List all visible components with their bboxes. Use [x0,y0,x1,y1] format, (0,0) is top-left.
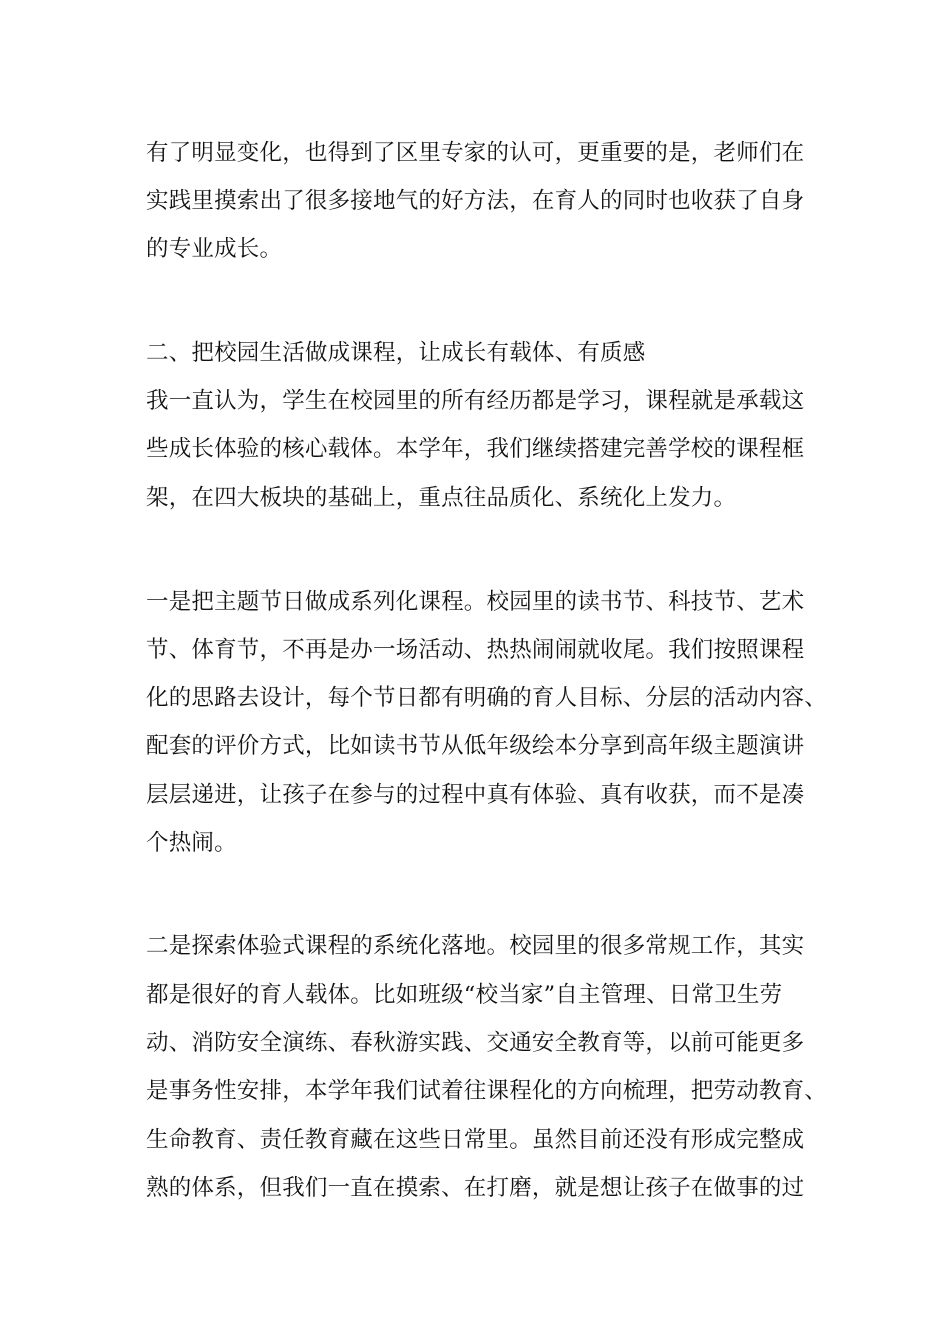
text-line: 的专业成长。 [146,236,283,262]
text-line: 我一直认为，学生在校园里的所有经历都是学习，课程就是承载这 [146,388,805,414]
text-line: 化的思路去设计，每个节日都有明确的育人目标、分层的活动内容、 [146,685,828,711]
text-line: 个热闹。 [146,830,237,856]
text-line: 配套的评价方式，比如读书节从低年级绘本分享到高年级主题演讲 [146,733,805,759]
text-line: 二是探索体验式课程的系统化落地。校园里的很多常规工作，其实 [146,933,805,959]
section-heading: 二、把校园生活做成课程，让成长有载体、有质感 [146,340,646,366]
text-line: 层层递进，让孩子在参与的过程中真有体验、真有收获，而不是凑 [146,782,805,808]
text-line: 节、体育节，不再是办一场活动、热热闹闹就收尾。我们按照课程 [146,637,805,663]
text-line: 些成长体验的核心载体。本学年，我们继续搭建完善学校的课程框 [146,436,805,462]
text-line: 动、消防安全演练、春秋游实践、交通安全教育等，以前可能更多 [146,1030,805,1056]
text-line: 生命教育、责任教育藏在这些日常里。虽然目前还没有形成完整成 [146,1127,805,1153]
text-line: 是事务性安排，本学年我们试着往课程化的方向梳理，把劳动教育、 [146,1078,828,1104]
text-line: 实践里摸索出了很多接地气的好方法，在育人的同时也收获了自身 [146,188,805,214]
text-line: 熟的体系，但我们一直在摸索、在打磨，就是想让孩子在做事的过 [146,1175,805,1201]
text-line: 有了明显变化，也得到了区里专家的认可，更重要的是，老师们在 [146,140,805,166]
text-line: 架，在四大板块的基础上，重点往品质化、系统化上发力。 [146,485,737,511]
text-line: 一是把主题节日做成系列化课程。校园里的读书节、科技节、艺术 [146,589,805,615]
text-line: 都是很好的育人载体。比如班级“校当家”自主管理、日常卫生劳 [146,982,783,1008]
